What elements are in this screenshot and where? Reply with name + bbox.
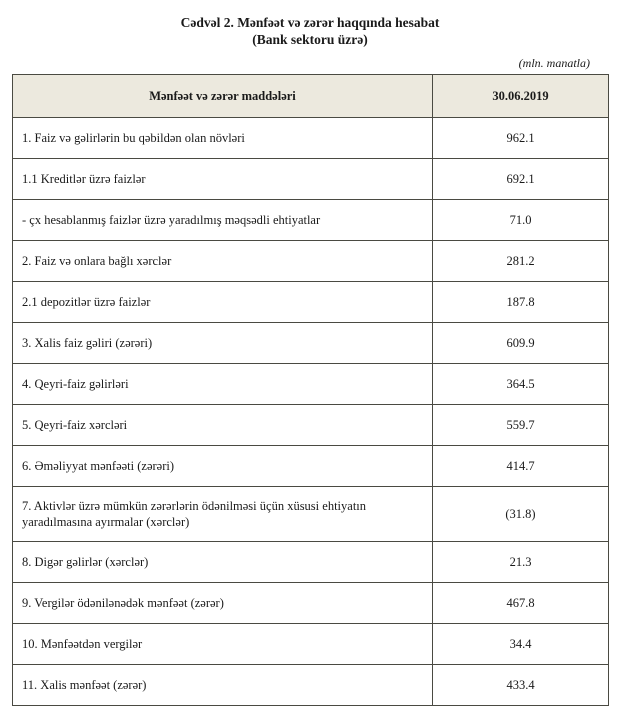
row-item-value: 281.2: [433, 241, 609, 282]
table-row: [13, 282, 609, 323]
row-item-value: 364.5: [433, 364, 609, 405]
row-item-label: 3. Xalis faiz gəliri (zərəri): [13, 323, 433, 364]
row-item-value: 187.8: [433, 282, 609, 323]
row-item-value: 414.7: [433, 446, 609, 487]
row-item-value: 692.1: [433, 159, 609, 200]
column-header-value: 30.06.2019: [433, 75, 609, 118]
table-row: [13, 624, 609, 665]
row-item-label: 6. Əməliyyat mənfəəti (zərəri): [13, 446, 433, 487]
table-row: [13, 665, 609, 706]
row-item-label: 11. Xalis mənfəət (zərər): [13, 665, 433, 706]
table-body: [13, 118, 609, 706]
row-item-value: (31.8): [433, 487, 609, 542]
row-item-label: 1.1 Kreditlər üzrə faizlər: [13, 159, 433, 200]
row-item-label: 5. Qeyri-faiz xərcləri: [13, 405, 433, 446]
column-header-item: Mənfəət və zərər maddələri: [13, 75, 433, 118]
row-item-value: 21.3: [433, 542, 609, 583]
row-item-value: 962.1: [433, 118, 609, 159]
row-item-value: 609.9: [433, 323, 609, 364]
row-item-label: 7. Aktivlər üzrə mümkün zərərlərin ödənilməsi üçün xüsusi ehtiyatın yaradılmasına ayırmalar (xərclər): [13, 487, 433, 542]
row-item-label: 2.1 depozitlər üzrə faizlər: [13, 282, 433, 323]
table-header-row: [13, 75, 609, 118]
row-item-value: 71.0: [433, 200, 609, 241]
title-line-1: Cədvəl 2. Mənfəət və zərər haqqında hesabat: [180, 15, 440, 30]
row-item-label: - çx hesablanmış faizlər üzrə yaradılmış məqsədli ehtiyatlar: [13, 200, 433, 241]
table-row: [13, 487, 609, 542]
table-row: [13, 200, 609, 241]
row-item-label: 1. Faiz və gəlirlərin bu qəbildən olan növləri: [13, 118, 433, 159]
table-row: [13, 241, 609, 282]
row-item-value: 559.7: [433, 405, 609, 446]
units-note: (mln. manatla): [518, 56, 590, 70]
table-row: [13, 118, 609, 159]
profit-loss-table: [12, 74, 609, 706]
row-item-label: 10. Mənfəətdən vergilər: [13, 624, 433, 665]
table-row: [13, 446, 609, 487]
table-row: [13, 542, 609, 583]
table-row: [13, 583, 609, 624]
page-title: [12, 14, 608, 48]
row-item-value: 467.8: [433, 583, 609, 624]
row-item-value: 34.4: [433, 624, 609, 665]
table-row: [13, 364, 609, 405]
table-header: [13, 75, 609, 118]
row-item-label: 4. Qeyri-faiz gəlirləri: [13, 364, 433, 405]
table-row: [13, 405, 609, 446]
title-line-2: (Bank sektoru üzrə): [252, 32, 368, 47]
row-item-label: 2. Faiz və onlara bağlı xərclər: [13, 241, 433, 282]
table-row: [13, 159, 609, 200]
table-row: [13, 323, 609, 364]
row-item-label: 9. Vergilər ödənilənədək mənfəət (zərər): [13, 583, 433, 624]
row-item-value: 433.4: [433, 665, 609, 706]
row-item-label: 8. Digər gəlirlər (xərclər): [13, 542, 433, 583]
